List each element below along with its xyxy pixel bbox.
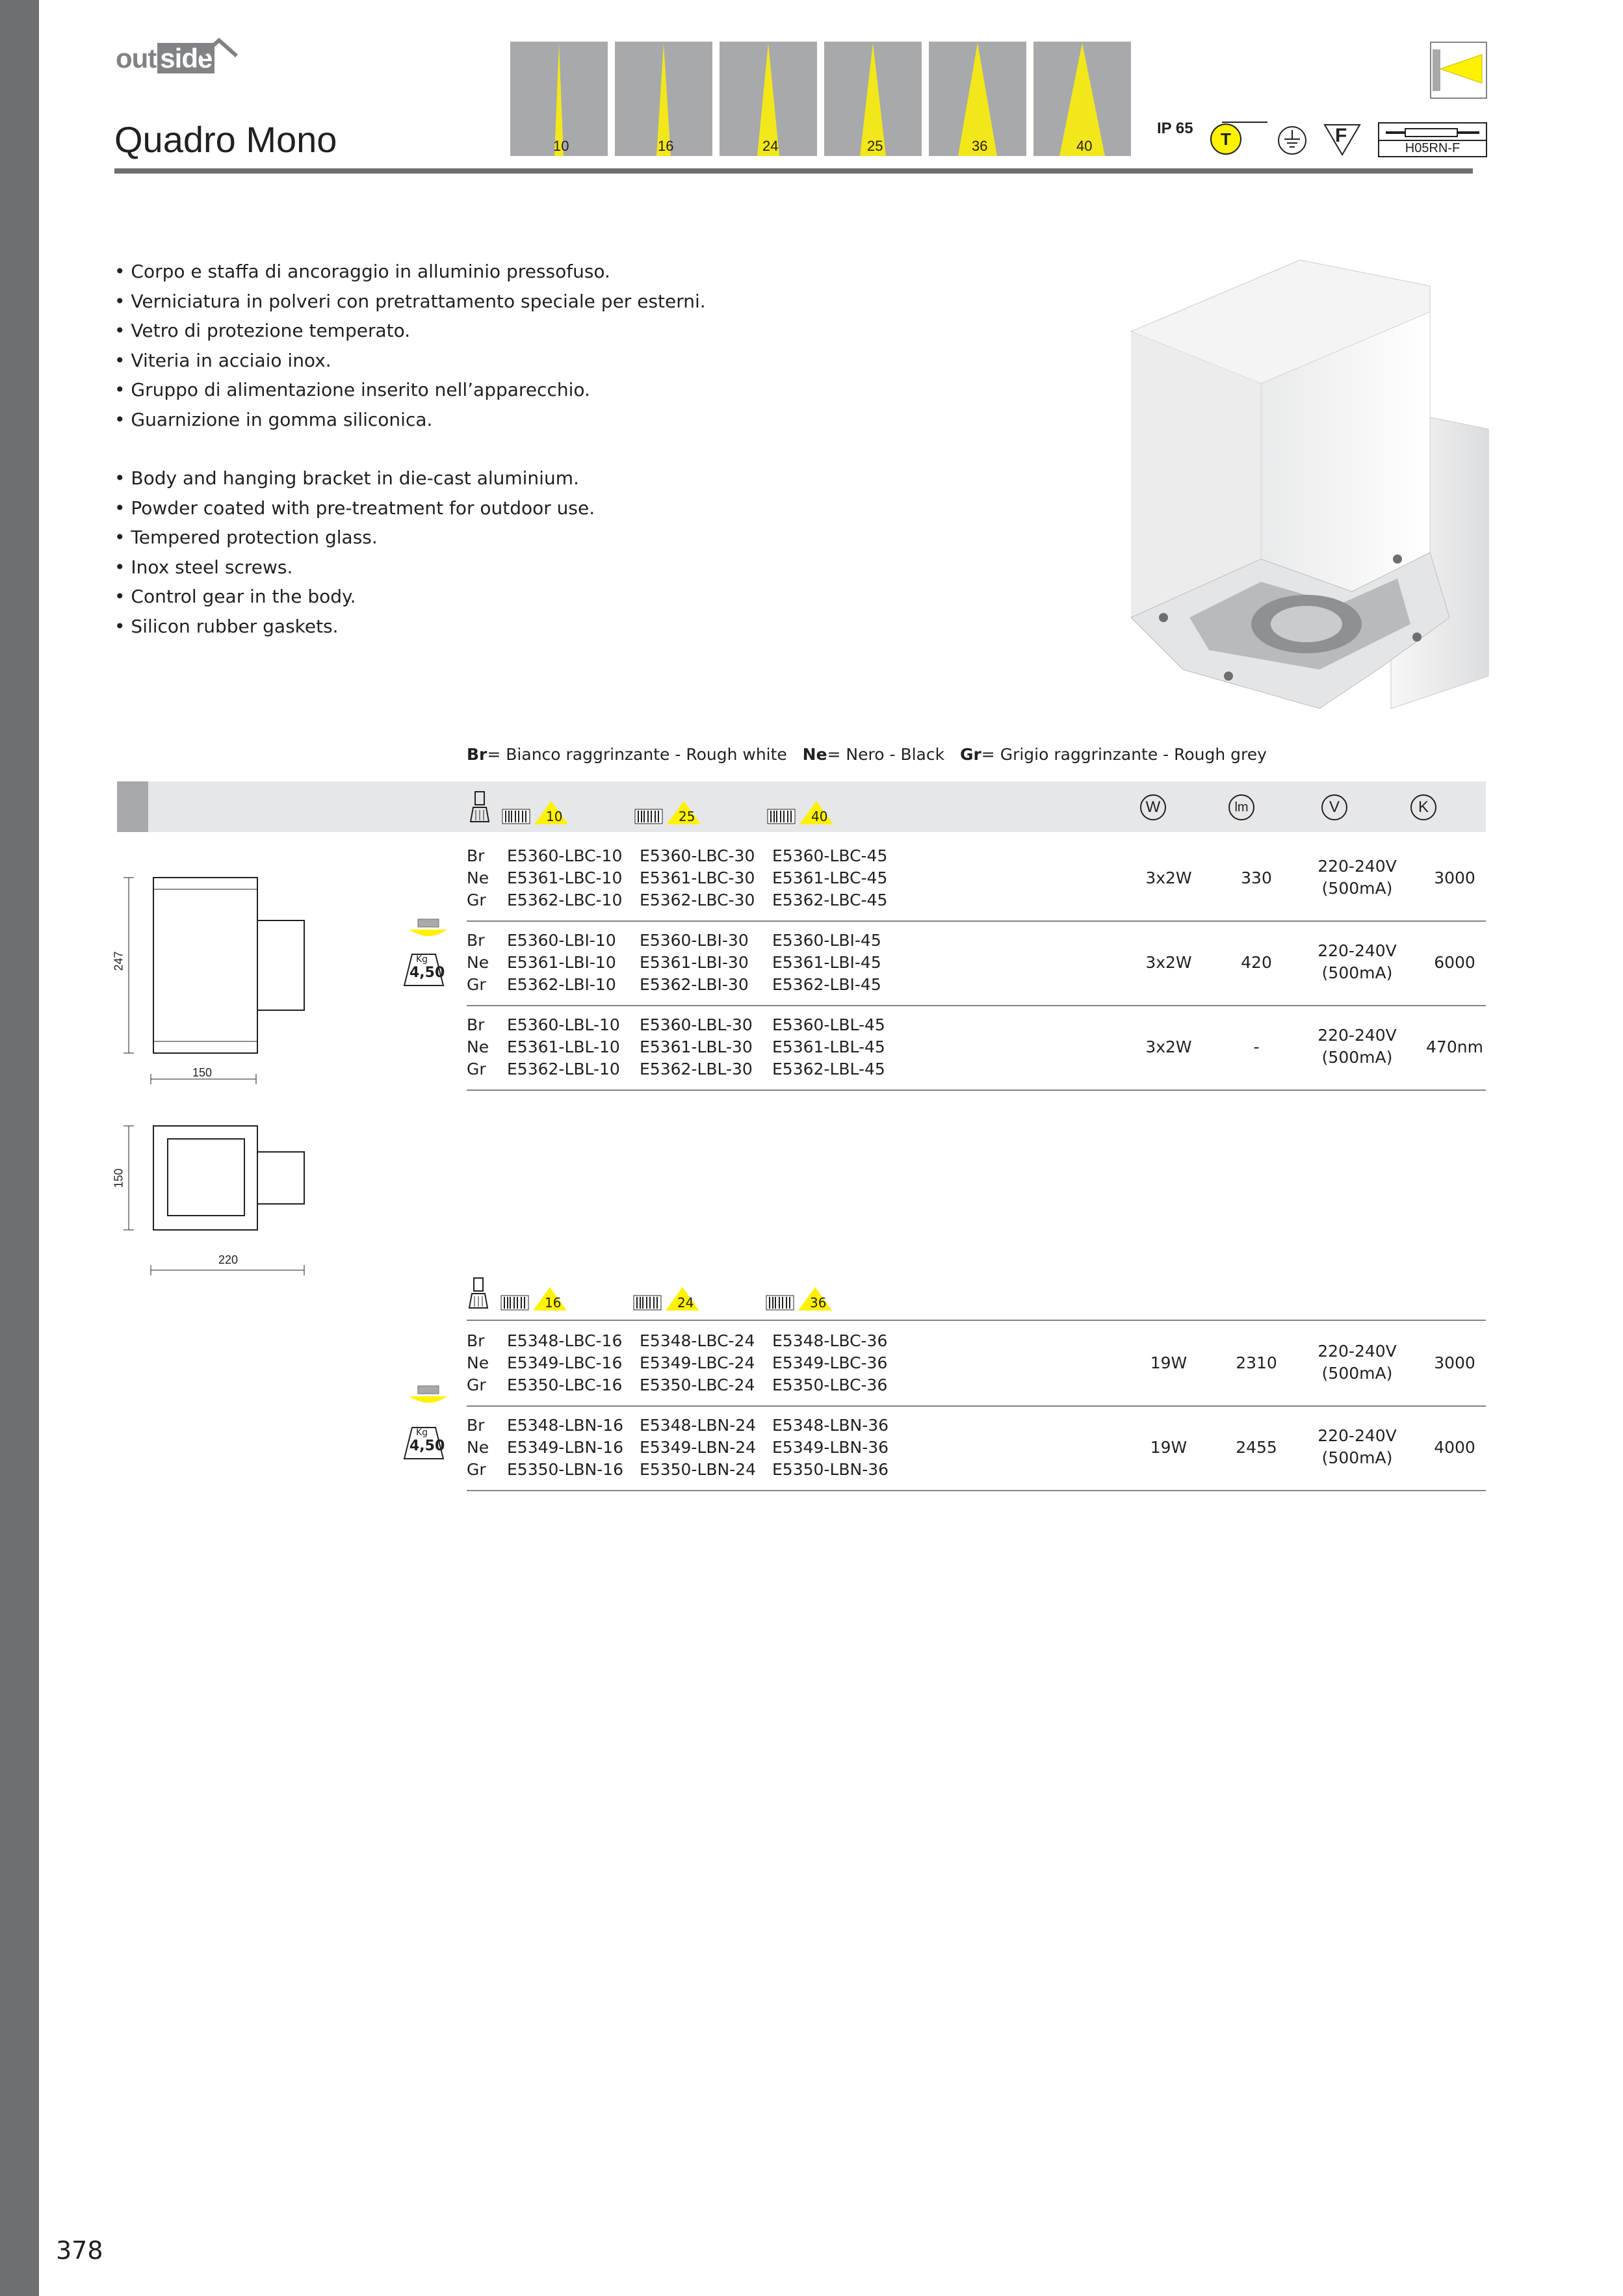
weight-unit: Kg [416,1428,428,1438]
color-code: Ne [467,1438,489,1457]
cable-icon [1379,125,1486,139]
article-code: E5360-LBL-10 [507,1015,620,1034]
article-code: E5348-LBC-36 [772,1331,888,1350]
color-legend [467,745,1267,764]
table-row [467,930,1486,1008]
feature-en: • Tempered protection glass. [114,527,378,548]
kelvin-value: 3000 [1434,868,1475,887]
article-code: E5348-LBN-16 [507,1416,624,1435]
beam-label: 16 [658,138,674,154]
lumen-value: 2455 [1236,1438,1277,1457]
article-code: E5360-LBL-45 [772,1015,885,1034]
color-code: Gr [467,975,486,994]
lumen-icon: lm [1228,794,1254,820]
earth-ground-icon [1277,125,1308,156]
kelvin-value: 6000 [1434,953,1475,972]
beam-label: 40 [1076,138,1093,154]
beam-panel [720,42,817,156]
legend-br-text: = Bianco raggrinzante - Rough white [487,745,803,764]
temperature-icon: T [1210,124,1241,155]
article-code: E5360-LBI-10 [507,931,616,950]
kelvin-value: 4000 [1434,1438,1475,1457]
article-code: E5362-LBL-30 [640,1060,753,1078]
feature-en: • Body and hanging bracket in die-cast aluminium. [114,467,579,489]
logo-out: out [116,43,157,73]
article-code: E5349-LBN-24 [640,1438,757,1457]
voltage-value: 220-240V [1318,857,1397,876]
title-rule [114,168,1473,174]
ceiling-light-icon [407,918,450,944]
color-code: Gr [467,1460,486,1479]
article-code: E5361-LBI-10 [507,953,616,972]
article-code: E5350-LBC-24 [640,1376,755,1394]
color-code: Gr [467,1060,486,1078]
current-value: (500mA) [1321,879,1393,898]
product-photo [1105,254,1495,735]
row-divider [467,920,1486,922]
color-code: Br [467,1416,485,1435]
beam-label: 25 [867,138,883,154]
article-code: E5348-LBC-24 [640,1331,755,1350]
dimension-height: 247 [112,951,125,971]
beam-header-label: 25 [679,809,695,824]
beam-header-label: 16 [545,1295,562,1311]
article-code: E5349-LBC-16 [507,1353,623,1372]
article-code: E5360-LBC-45 [772,846,888,865]
color-code: Gr [467,891,486,909]
f-mark-label: F [1335,125,1347,146]
beam-header-label: 10 [546,809,563,824]
legend-ne-key: Ne [802,745,827,764]
beam-label: 10 [553,138,569,154]
current-value: (500mA) [1321,1448,1393,1467]
barcode-icon [500,1295,529,1311]
article-code: E5361-LBC-45 [772,868,888,887]
table-row [467,845,1486,923]
table2-header [467,1274,1182,1320]
barcode-icon [766,1295,794,1311]
house-roof-icon [200,38,238,57]
barcode-icon [502,809,530,824]
voltage-icon: V [1321,794,1347,820]
article-code: E5349-LBC-24 [640,1353,755,1372]
lamp-socket-icon [468,790,491,823]
article-code: E5360-LBI-45 [772,931,881,950]
color-code: Gr [467,1376,486,1394]
watt-icon: W [1140,794,1166,820]
article-code: E5362-LBL-10 [507,1060,620,1078]
logo-side: side [157,43,214,73]
feature-it: • Vetro di protezione temperato. [114,320,411,341]
color-code: Br [467,1015,485,1034]
feature-it: • Gruppo di alimentazione inserito nell’apparecchio. [114,379,590,400]
barcode-icon [633,1295,662,1311]
side-view-drawing [114,871,322,1086]
page-number: 378 [56,2236,103,2265]
article-code: E5361-LBL-45 [772,1037,885,1056]
article-code: E5361-LBI-30 [640,953,749,972]
article-code: E5350-LBC-16 [507,1376,623,1394]
dimension-width: 150 [192,1066,213,1079]
article-code: E5349-LBC-36 [772,1353,888,1372]
beam-panel [510,42,608,156]
article-code: E5360-LBC-30 [640,846,755,865]
row-divider [467,1320,1486,1321]
lumen-value: 330 [1241,868,1272,887]
article-code: E5349-LBN-36 [772,1438,889,1457]
table-header [117,781,1486,832]
color-code: Ne [467,1353,489,1372]
page-title: Quadro Mono [114,119,337,160]
feature-it: • Verniciatura in polveri con pretrattamento speciale per esterni. [114,290,706,312]
beam-header-label: 24 [677,1295,694,1311]
power-value: 3x2W [1145,1037,1192,1056]
article-code: E5350-LBN-36 [772,1460,889,1479]
article-code: E5362-LBI-30 [640,975,749,994]
color-code: Br [467,931,485,950]
article-code: E5348-LBN-36 [772,1416,889,1435]
feature-it: • Viteria in acciaio inox. [114,349,331,371]
voltage-value: 220-240V [1318,1426,1397,1445]
legend-ne-text: = Nero - Black [827,745,960,764]
legend-gr-text: = Grigio raggrinzante - Rough grey [981,745,1267,764]
wall-light-type-icon [1430,42,1487,99]
color-code: Ne [467,868,489,887]
temp-line-icon [1222,121,1267,124]
article-code: E5362-LBC-10 [507,891,623,909]
table-row [467,1330,1486,1408]
article-code: E5362-LBI-10 [507,975,616,994]
lamp-socket-icon [467,1277,490,1309]
cable-label: H05RN-F [1379,140,1486,156]
color-code: Br [467,1331,485,1350]
article-code: E5360-LBI-30 [640,931,749,950]
weight-badge [403,953,445,987]
beam-panel [615,42,712,156]
voltage-value: 220-240V [1318,941,1397,960]
row-divider [467,1089,1486,1091]
color-code: Ne [467,1037,489,1056]
voltage-value: 220-240V [1318,1026,1397,1045]
dimension-depth: 220 [218,1253,239,1266]
article-code: E5362-LBI-45 [772,975,881,994]
current-value: (500mA) [1321,1364,1393,1383]
lumen-value: 420 [1241,953,1272,972]
row-divider [467,1490,1486,1491]
color-code: Br [467,846,485,865]
article-code: E5361-LBL-30 [640,1037,753,1056]
feature-en: • Powder coated with pre-treatment for outdoor use. [114,497,595,519]
ceiling-light-icon [407,1385,450,1411]
beam-panel [824,42,922,156]
weight-value: 4,50 [409,965,445,981]
cable-box [1378,122,1487,157]
legend-gr-key: Gr [959,745,981,764]
current-value: (500mA) [1321,1048,1393,1067]
power-value: 3x2W [1145,953,1192,972]
feature-en: • Inox steel screws. [114,556,293,578]
beam-label: 24 [762,138,779,154]
kelvin-icon: K [1410,794,1436,820]
color-code: Ne [467,953,489,972]
lumen-value: 2310 [1236,1353,1277,1372]
voltage-value: 220-240V [1318,1342,1397,1361]
article-code: E5362-LBC-30 [640,891,755,909]
beam-panel [1033,42,1131,156]
article-code: E5349-LBN-16 [507,1438,624,1457]
beam-panel [929,42,1026,156]
article-code: E5350-LBN-24 [640,1460,757,1479]
ip-rating: IP 65 [1157,120,1193,137]
kelvin-value: 470nm [1426,1037,1483,1056]
lumen-value: - [1253,1037,1260,1056]
beam-header-label: 36 [810,1295,827,1311]
barcode-icon [767,809,796,824]
article-code: E5348-LBC-16 [507,1331,623,1350]
row-divider [467,1405,1486,1407]
dimension-side-height: 150 [112,1168,125,1188]
article-code: E5361-LBC-10 [507,868,623,887]
article-code: E5360-LBC-10 [507,846,623,865]
feature-it: • Guarnizione in gomma siliconica. [114,408,433,430]
feature-list [114,257,706,641]
table-row [467,1014,1486,1092]
weight-unit: Kg [416,954,428,965]
article-code: E5362-LBL-45 [772,1060,885,1078]
current-value: (500mA) [1321,963,1393,982]
table-row [467,1415,1486,1493]
legend-br-key: Br [467,745,487,764]
weight-badge [403,1426,445,1460]
power-value: 19W [1150,1438,1188,1457]
barcode-icon [634,809,663,824]
beam-label: 36 [972,138,988,154]
article-code: E5350-LBC-36 [772,1376,888,1394]
article-code: E5361-LBI-45 [772,953,881,972]
article-code: E5360-LBL-30 [640,1015,753,1034]
beam-header-label: 40 [811,809,828,824]
article-code: E5350-LBN-16 [507,1460,624,1479]
kelvin-value: 3000 [1434,1353,1475,1372]
row-divider [467,1005,1486,1006]
article-code: E5348-LBN-24 [640,1416,757,1435]
feature-it: • Corpo e staffa di ancoraggio in alluminio pressofuso. [114,261,610,282]
feature-en: • Control gear in the body. [114,586,356,607]
feature-en: • Silicon rubber gaskets. [114,615,339,637]
side-band [0,0,39,2296]
brand-logo [116,43,214,74]
article-code: E5362-LBC-45 [772,891,888,909]
power-value: 19W [1150,1353,1188,1372]
article-code: E5361-LBC-30 [640,868,755,887]
header-accent [117,781,148,832]
article-code: E5361-LBL-10 [507,1037,620,1056]
weight-value: 4,50 [409,1438,445,1454]
power-value: 3x2W [1145,868,1192,887]
